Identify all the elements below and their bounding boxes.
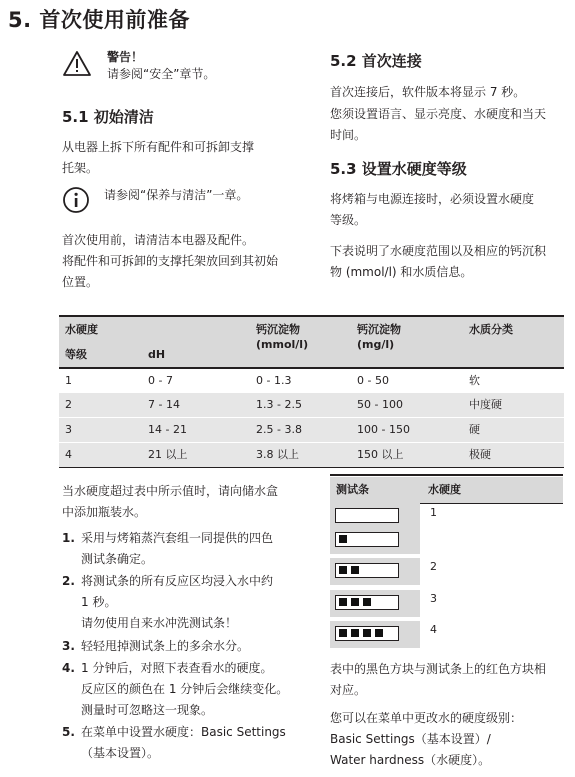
strip-value: 1 (430, 506, 437, 519)
section-51-para2-line2: 将配件和可拆卸的支撑托架放回到其初始 (62, 254, 279, 268)
black-square (375, 629, 383, 637)
strip-value: 4 (430, 623, 437, 636)
header-dh: dH (148, 348, 166, 361)
test-strip (335, 595, 399, 610)
after-table-line1: 当水硬度超过表中所示值时，请向储水盒 (62, 484, 279, 498)
chapter-title: 5. 首次使用前准备 (8, 8, 190, 32)
section-51-info-text: 请参阅“保养与清洁”一章。 (104, 188, 249, 202)
cell-mmol: 2.5 - 3.8 (256, 423, 302, 436)
header-mg-line2: (mg/l) (357, 338, 395, 351)
strip-value: 2 (430, 560, 437, 573)
step-line: 在菜单中设置水硬度：Basic Settings (81, 725, 286, 739)
table-bottom-rule (59, 467, 564, 468)
step-line: 测量时可忽略这一现象。 (81, 703, 214, 717)
cell-mg: 0 - 50 (357, 374, 389, 387)
cell-mmol: 0 - 1.3 (256, 374, 292, 387)
header-strip-hardness: 水硬度 (428, 483, 461, 496)
step-line: 轻轻甩掉测试条上的多余水分。 (81, 639, 250, 653)
step-number: 1. (62, 531, 75, 545)
warning-title: 警告！ (107, 50, 144, 64)
cell-quality: 极硬 (469, 448, 491, 461)
section-51-para2-line1: 首次使用前，请清洁本电器及配件。 (62, 233, 255, 247)
black-square (339, 566, 347, 574)
test-strip (335, 626, 399, 641)
cell-level: 3 (65, 423, 72, 436)
step-line: 采用与烤箱蒸汽套组一同提供的四色 (81, 531, 274, 545)
black-square (363, 629, 371, 637)
strip-row-2 (330, 558, 420, 585)
step-number: 5. (62, 725, 75, 739)
strip-table-top-rule (330, 474, 563, 476)
header-mmol-line1: 钙沉淀物 (256, 323, 300, 336)
black-square (351, 629, 359, 637)
black-square (363, 598, 371, 606)
strip-value: 3 (430, 592, 437, 605)
strip-note-line1: 表中的黑色方块与测试条上的红色方块相 (330, 662, 547, 676)
cell-quality: 硬 (469, 423, 480, 436)
step-line: 1 秒。 (81, 595, 117, 609)
table-row (59, 418, 564, 442)
section-53-para1-line1: 将烤箱与电源连接时，必须设置水硬度 (330, 192, 535, 206)
test-strip (335, 532, 399, 547)
header-quality: 水质分类 (469, 323, 513, 336)
strip-row-1 (330, 527, 420, 554)
cell-mg: 150 以上 (357, 448, 404, 461)
section-51-title: 5.1 初始清洁 (62, 108, 154, 126)
table-row (59, 369, 564, 393)
step-line: 反应区的颜色在 1 分钟后会继续变化。 (81, 682, 289, 696)
section-52-title: 5.2 首次连接 (330, 52, 422, 70)
section-52-line1: 首次连接后，软件版本将显示 7 秒。 (330, 85, 526, 99)
step-number: 4. (62, 661, 75, 675)
strip-row-3 (330, 590, 420, 617)
section-52-line3: 时间。 (330, 128, 367, 142)
info-icon (62, 186, 90, 214)
black-square (339, 598, 347, 606)
cell-dh: 14 - 21 (148, 423, 187, 436)
cell-dh: 7 - 14 (148, 398, 180, 411)
black-square (351, 598, 359, 606)
header-mmol-line2: (mmol/l) (256, 338, 309, 351)
black-square (351, 566, 359, 574)
header-level: 等级 (65, 348, 87, 361)
cell-dh: 0 - 7 (148, 374, 173, 387)
menu-note-line3: Water hardness（水硬度）。 (330, 753, 491, 767)
cell-quality: 中度硬 (469, 398, 502, 411)
warning-triangle-icon (62, 50, 92, 77)
section-51-para1-line2: 托架。 (62, 161, 99, 175)
step-line: （基本设置）。 (81, 746, 160, 760)
cell-quality: 软 (469, 374, 480, 387)
strip-note-line2: 对应。 (330, 683, 367, 697)
step-number: 3. (62, 639, 75, 653)
section-51-para2-line3: 位置。 (62, 275, 99, 289)
header-strip: 测试条 (336, 483, 369, 496)
after-table-line2: 中添加瓶装水。 (62, 505, 147, 519)
cell-mmol: 1.3 - 2.5 (256, 398, 302, 411)
table-row (59, 443, 564, 467)
cell-dh: 21 以上 (148, 448, 188, 461)
table-row (59, 393, 564, 417)
step-line: 测试条确定。 (81, 552, 154, 566)
cell-level: 2 (65, 398, 72, 411)
section-51-para1-line1: 从电器上拆下所有配件和可拆卸支撑 (62, 140, 255, 154)
section-53-para2-line1: 下表说明了水硬度范围以及相应的钙沉积 (330, 244, 547, 258)
cell-mg: 100 - 150 (357, 423, 410, 436)
test-strip (335, 508, 399, 523)
black-square (339, 629, 347, 637)
cell-level: 4 (65, 448, 72, 461)
header-hardness: 水硬度 (65, 323, 98, 336)
warning-text: 请参阅“安全”章节。 (107, 67, 216, 81)
strip-row-0 (330, 503, 420, 530)
section-52-line2: 您须设置语言、显示亮度、水硬度和当天 (330, 107, 547, 121)
cell-mg: 50 - 100 (357, 398, 403, 411)
menu-note-line1: 您可以在菜单中更改水的硬度级别： (330, 711, 523, 725)
header-mg-line1: 钙沉淀物 (357, 323, 401, 336)
cell-level: 1 (65, 374, 72, 387)
section-53-para1-line2: 等级。 (330, 213, 367, 227)
step-number: 2. (62, 574, 75, 588)
step-line: 请勿使用自来水冲洗测试条！ (81, 616, 238, 630)
section-53-para2-line2: 物 (mmol/l) 和水质信息。 (330, 265, 473, 279)
cell-mmol: 3.8 以上 (256, 448, 299, 461)
step-line: 1 分钟后，对照下表查看水的硬度。 (81, 661, 273, 675)
section-53-title: 5.3 设置水硬度等级 (330, 160, 467, 178)
black-square (339, 535, 347, 543)
step-line: 将测试条的所有反应区均浸入水中约 (81, 574, 274, 588)
strip-row-4 (330, 621, 420, 648)
menu-note-line2: Basic Settings（基本设置）/ (330, 732, 491, 746)
test-strip (335, 563, 399, 578)
